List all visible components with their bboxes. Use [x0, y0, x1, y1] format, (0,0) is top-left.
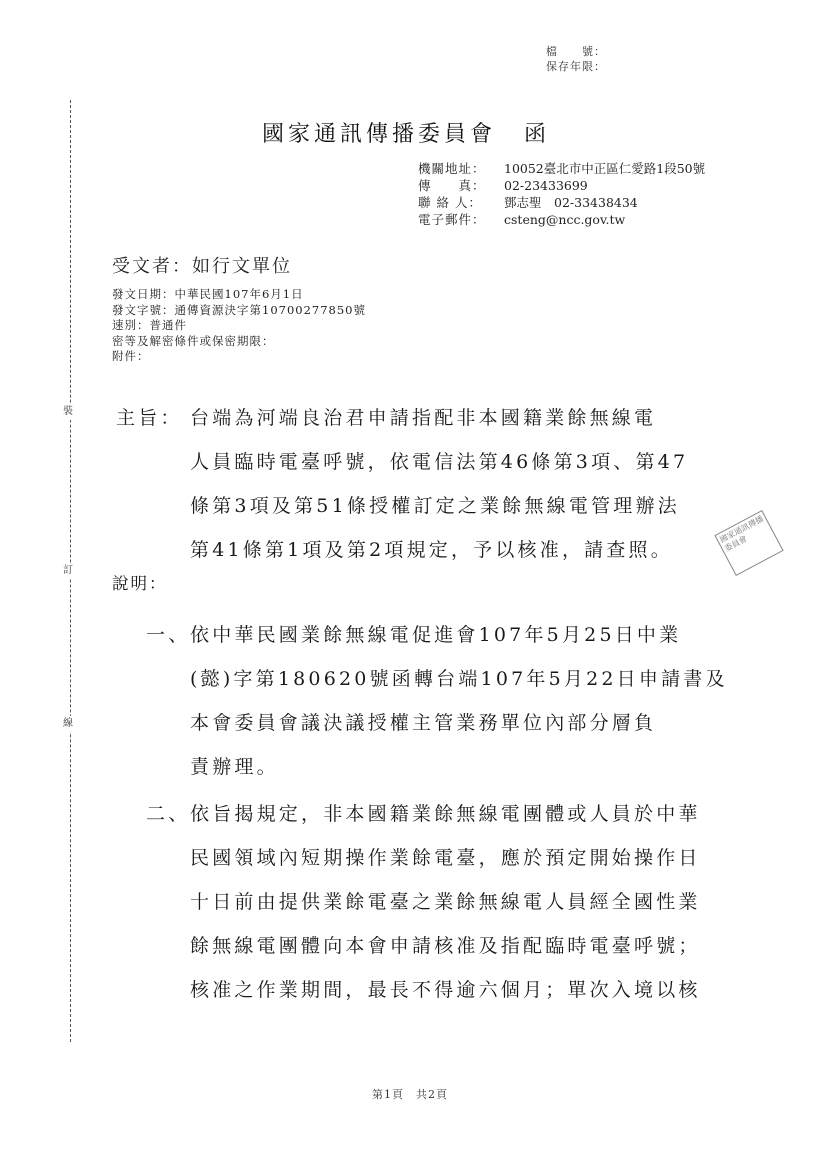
page-footer: 第1頁 共2頁 [372, 1088, 448, 1101]
document-meta [112, 287, 366, 365]
contact-block [418, 160, 705, 228]
item-line: 本會委員會議決議授權主管業務單位內部分層負 [190, 712, 657, 734]
document-type: 函 [524, 122, 551, 147]
item-line: (懿)字第180620號函轉台端107年5月22日申請書及 [190, 668, 728, 690]
attachments: 附件： [112, 349, 150, 363]
item-number: 二、 [146, 803, 191, 825]
binding-char-mid: 訂 [63, 563, 73, 579]
recipient: 受文者：如行文單位 [112, 256, 292, 277]
item-line: 責辦理。 [190, 756, 279, 778]
fax-row: 傳 真： 02-23433699 [418, 178, 588, 193]
seal-stamp: 國家通訊傳播委員會 [714, 510, 783, 576]
contact-person-row: 聯 絡 人： 鄧志聖 02-33438434 [418, 195, 638, 210]
security-level: 密等及解密條件或保密期限： [112, 333, 275, 348]
retention-label: 保存年限： [546, 60, 606, 73]
item-number: 一、 [146, 624, 191, 646]
issue-number: 發文字號：通傳資源決字第10700277850號 [112, 302, 366, 317]
item-line: 餘無線電團體向本會申請核准及指配臨時電臺呼號； [190, 935, 701, 957]
subject-line: 人員臨時電臺呼號，依電信法第46條第3項、第47 [190, 451, 689, 473]
delivery-speed: 速別：普通件 [112, 318, 187, 332]
subject-line: 台端為河端良治君申請指配非本國籍業餘無線電 [190, 407, 657, 429]
file-number-label: 檔 號： [546, 45, 606, 58]
issue-date: 發文日期：中華民國107年6月1日 [112, 287, 304, 301]
address-value: 10052臺北市中正區仁愛路1段50號 [504, 161, 706, 176]
subject-label: 主旨： [116, 407, 183, 429]
email-row: 電子郵件： csteng@ncc.gov.tw [418, 212, 626, 227]
binding-char-bottom: 線 [63, 716, 73, 732]
subject-line: 條第3項及第51條授權訂定之業餘無線電管理辦法 [190, 495, 680, 517]
item-line: 十日前由提供業餘電臺之業餘無線電人員經全國性業 [190, 891, 701, 913]
binding-char-top: 裝 [63, 404, 73, 420]
subject-line: 第41條第1項及第2項規定，予以核准，請查照。 [190, 539, 673, 561]
explanation-label: 說明： [112, 574, 168, 593]
item-line: 民國領域內短期操作業餘電臺，應於預定開始操作日 [190, 847, 701, 869]
item-line: 依中華民國業餘無線電促進會107年5月25日中業 [190, 624, 682, 646]
archive-info [546, 44, 606, 74]
contact-person-value: 鄧志聖 02-33438434 [504, 195, 638, 210]
fax-value: 02-23433699 [504, 178, 588, 193]
document-title [262, 117, 550, 148]
item-line: 核准之作業期間，最長不得逾六個月；單次入境以核 [190, 979, 701, 1001]
item-line: 依旨揭規定，非本國籍業餘無線電團體或人員於中華 [190, 803, 701, 825]
email-value: csteng@ncc.gov.tw [504, 212, 626, 227]
agency-name: 國家通訊傳播委員會 [262, 122, 497, 147]
address-row: 機關地址： 10052臺北市中正區仁愛路1段50號 [418, 161, 706, 176]
